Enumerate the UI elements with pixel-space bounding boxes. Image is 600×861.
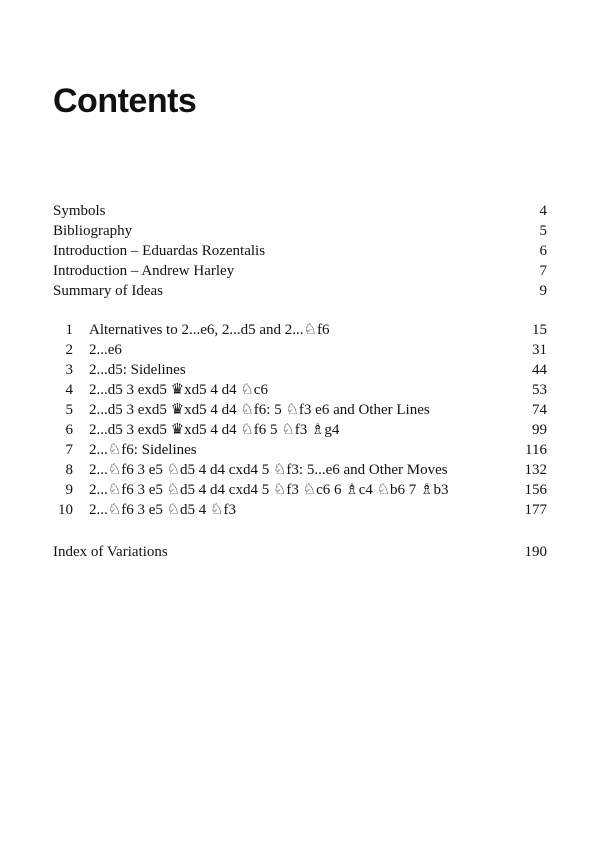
- chapter-title: 2...d5 3 exd5 ♛xd5 4 d4 ♘f6 5 ♘f3 ♗g4: [89, 422, 340, 438]
- toc-chapter-1[interactable]: [53, 320, 547, 340]
- toc-entry-page: 6: [539, 243, 547, 259]
- chapter-page: 44: [532, 362, 547, 378]
- chapter-page: 31: [532, 342, 547, 358]
- toc-chapter-7[interactable]: [53, 440, 547, 460]
- toc-entry-title: Introduction – Andrew Harley: [53, 263, 235, 279]
- chapter-number: 3: [65, 362, 73, 378]
- chapter-page: 132: [524, 462, 547, 478]
- chapter-page: 116: [525, 442, 547, 458]
- chapter-number: 5: [65, 402, 73, 418]
- chapter-page: 177: [524, 502, 547, 518]
- toc-entry-page: 5: [539, 223, 547, 239]
- index-section: [53, 542, 547, 562]
- toc-entry-page: 190: [524, 544, 547, 560]
- toc-chapter-2[interactable]: [53, 340, 547, 360]
- chapter-title: 2...d5 3 exd5 ♛xd5 4 d4 ♘f6: 5 ♘f3 e6 and Other Lines: [89, 402, 430, 418]
- toc-entry-summary-of-ideas[interactable]: [53, 281, 547, 301]
- chapter-title: Alternatives to 2...e6, 2...d5 and 2...♘f6: [89, 322, 330, 338]
- chapter-number: 1: [65, 322, 73, 338]
- chapter-page: 15: [532, 322, 547, 338]
- toc-chapter-8[interactable]: [53, 460, 547, 480]
- chapter-number: 10: [58, 502, 73, 518]
- toc-entry-title: Index of Variations: [53, 544, 168, 560]
- toc-chapter-6[interactable]: [53, 420, 547, 440]
- toc-entry-bibliography[interactable]: [53, 221, 547, 241]
- toc-entry-page: 4: [539, 203, 547, 219]
- chapter-number: 2: [65, 342, 73, 358]
- chapter-number: 9: [65, 482, 73, 498]
- chapter-number: 8: [65, 462, 73, 478]
- toc-chapter-5[interactable]: [53, 400, 547, 420]
- chapter-number: 6: [65, 422, 73, 438]
- chapter-title: 2...♘f6: Sidelines: [89, 442, 197, 458]
- chapter-number: 4: [65, 382, 73, 398]
- toc-chapter-9[interactable]: [53, 480, 547, 500]
- chapter-title: 2...d5: Sidelines: [89, 362, 186, 378]
- toc-entry-introduction-rozentalis[interactable]: [53, 241, 547, 261]
- toc-chapter-3[interactable]: [53, 360, 547, 380]
- toc-chapter-10[interactable]: [53, 500, 547, 520]
- page-title: Contents: [53, 82, 197, 120]
- toc-entry-introduction-harley[interactable]: [53, 261, 547, 281]
- chapter-title: 2...e6: [89, 342, 122, 358]
- chapter-title: 2...♘f6 3 e5 ♘d5 4 ♘f3: [89, 502, 236, 518]
- front-matter-list: [53, 201, 547, 301]
- chapter-title: 2...d5 3 exd5 ♛xd5 4 d4 ♘c6: [89, 382, 268, 398]
- toc-entry-page: 7: [539, 263, 547, 279]
- chapter-list: [53, 320, 547, 520]
- toc-entry-title: Symbols: [53, 203, 106, 219]
- chapter-title: 2...♘f6 3 e5 ♘d5 4 d4 cxd4 5 ♘f3: 5...e6 and Other Moves: [89, 462, 448, 478]
- toc-entry-title: Introduction – Eduardas Rozentalis: [53, 243, 266, 259]
- toc-entry-title: Bibliography: [53, 223, 133, 239]
- toc-chapter-4[interactable]: [53, 380, 547, 400]
- chapter-page: 74: [532, 402, 547, 418]
- toc-entry-symbols[interactable]: [53, 201, 547, 221]
- chapter-title: 2...♘f6 3 e5 ♘d5 4 d4 cxd4 5 ♘f3 ♘c6 6 ♗c4 ♘b6 7 ♗b3: [89, 482, 449, 498]
- toc-entry-index-of-variations[interactable]: [53, 542, 547, 562]
- chapter-number: 7: [65, 442, 73, 458]
- toc-entry-page: 9: [539, 283, 547, 299]
- chapter-page: 156: [524, 482, 547, 498]
- chapter-page: 99: [532, 422, 547, 438]
- chapter-page: 53: [532, 382, 547, 398]
- toc-entry-title: Summary of Ideas: [53, 283, 163, 299]
